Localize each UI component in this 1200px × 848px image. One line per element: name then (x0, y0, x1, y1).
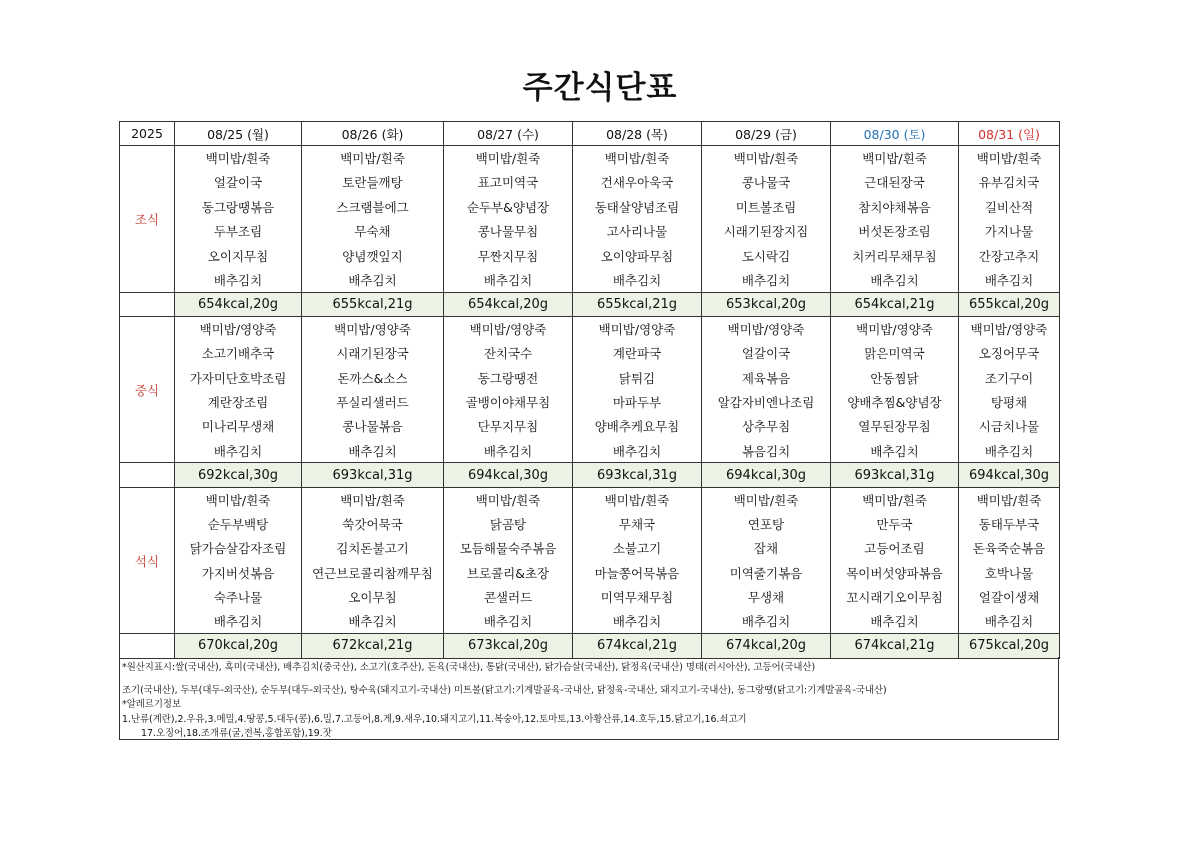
menu-row (120, 219, 1060, 243)
menu-cell: 배추김치 (175, 439, 302, 463)
menu-cell: 백미밥/흰죽 (831, 146, 959, 170)
menu-cell: 안동찜닭 (831, 365, 959, 389)
menu-row (120, 317, 1060, 341)
menu-cell: 모듬해물숙주볶음 (444, 536, 573, 560)
year-cell: 2025 (120, 122, 175, 146)
menu-cell: 숙주나물 (175, 585, 302, 609)
menu-cell: 닭가슴살감자조림 (175, 536, 302, 560)
menu-cell: 닭곰탕 (444, 512, 573, 536)
menu-cell: 연근브로콜리참깨무침 (302, 561, 444, 585)
menu-cell: 백미밥/흰죽 (959, 487, 1060, 511)
menu-cell: 마파두부 (573, 390, 702, 414)
kcal-cell: 655kcal,21g (573, 292, 702, 316)
day-header-mon: 08/25 (월) (175, 122, 302, 146)
menu-cell: 배추김치 (959, 268, 1060, 292)
menu-cell: 콩나물국 (702, 170, 831, 194)
menu-cell: 근대된장국 (831, 170, 959, 194)
header-row (120, 122, 1060, 146)
menu-cell: 제육볶음 (702, 365, 831, 389)
menu-row (120, 268, 1060, 292)
menu-cell: 참치야채볶음 (831, 195, 959, 219)
kcal-row (120, 634, 1060, 658)
menu-cell: 브로콜리&초장 (444, 561, 573, 585)
menu-row (120, 439, 1060, 463)
menu-cell: 무생채 (702, 585, 831, 609)
menu-cell: 표고미역국 (444, 170, 573, 194)
menu-cell: 백미밥/흰죽 (444, 487, 573, 511)
kcal-cell: 694kcal,30g (444, 463, 573, 487)
menu-cell: 길비산적 (959, 195, 1060, 219)
menu-row (120, 243, 1060, 267)
day-header-fri: 08/29 (금) (702, 122, 831, 146)
menu-row (120, 414, 1060, 438)
menu-cell: 동그랑땡볶음 (175, 195, 302, 219)
menu-cell: 배추김치 (444, 609, 573, 633)
origin-note-line1: *원산지표시:쌀(국내산), 흑미(국내산), 배추김치(중국산), 소고기(호주산), 돈육(국내산), 통닭(국내산), 닭가슴살(국내산), 닭정육(국내산) 명태(러시아산), 고등어(국내산) (122, 662, 816, 673)
menu-row (120, 585, 1060, 609)
kcal-cell: 674kcal,21g (831, 634, 959, 658)
page-title: 주간식단표 (522, 70, 678, 106)
day-header-tue: 08/26 (화) (302, 122, 444, 146)
menu-cell: 잔치국수 (444, 341, 573, 365)
menu-cell: 동그랑땡전 (444, 365, 573, 389)
menu-cell: 가자미단호박조림 (175, 365, 302, 389)
menu-cell: 버섯돈장조림 (831, 219, 959, 243)
menu-cell: 유부김치국 (959, 170, 1060, 194)
allergy-line1: 1.난류(계란),2.우유,3.메밀,4.땅콩,5.대두(콩),6.밀,7.고등어,8.게,9.새우,10.돼지고기,11.복숭아,12.토마토,13.아황산류,14.호두,15.닭고기,16.쇠고기 (122, 713, 747, 725)
menu-cell: 오이양파무침 (573, 243, 702, 267)
menu-cell: 콘샐러드 (444, 585, 573, 609)
menu-cell: 배추김치 (302, 609, 444, 633)
menu-cell: 동태두부국 (959, 512, 1060, 536)
menu-cell: 고사리나물 (573, 219, 702, 243)
meal-label: 석식 (120, 487, 175, 633)
menu-cell: 얼갈이국 (175, 170, 302, 194)
menu-cell: 배추김치 (444, 268, 573, 292)
menu-cell: 배추김치 (702, 268, 831, 292)
menu-cell: 상추무침 (702, 414, 831, 438)
day-header-wed: 08/27 (수) (444, 122, 573, 146)
menu-cell: 배추김치 (831, 439, 959, 463)
menu-row (120, 365, 1060, 389)
menu-cell: 시래기된장지짐 (702, 219, 831, 243)
menu-row (120, 146, 1060, 170)
kcal-cell: 693kcal,31g (573, 463, 702, 487)
menu-cell: 배추김치 (959, 609, 1060, 633)
kcal-cell: 673kcal,20g (444, 634, 573, 658)
kcal-cell: 654kcal,20g (175, 292, 302, 316)
menu-cell: 양배추찜&양념장 (831, 390, 959, 414)
menu-cell: 잡채 (702, 536, 831, 560)
menu-cell: 두부조림 (175, 219, 302, 243)
menu-row (120, 487, 1060, 511)
kcal-cell: 654kcal,21g (831, 292, 959, 316)
menu-cell: 미역무채무침 (573, 585, 702, 609)
menu-cell: 백미밥/흰죽 (302, 146, 444, 170)
menu-cell: 단무지무침 (444, 414, 573, 438)
menu-cell: 순두부&양념장 (444, 195, 573, 219)
menu-cell: 계란장조림 (175, 390, 302, 414)
menu-cell: 콩나물무침 (444, 219, 573, 243)
menu-cell: 조기구이 (959, 365, 1060, 389)
menu-cell: 배추김치 (573, 268, 702, 292)
menu-cell: 소고기배추국 (175, 341, 302, 365)
menu-cell: 고등어조림 (831, 536, 959, 560)
menu-cell: 토란들깨탕 (302, 170, 444, 194)
kcal-label-blank (120, 634, 175, 658)
menu-cell: 백미밥/영양죽 (573, 317, 702, 341)
menu-cell: 백미밥/흰죽 (302, 487, 444, 511)
menu-cell: 김치돈불고기 (302, 536, 444, 560)
allergy-line2: 17.오징어,18.조개류(굴,전복,홍합포함),19.잣 (141, 728, 332, 740)
kcal-cell: 655kcal,20g (959, 292, 1060, 316)
menu-cell: 시래기된장국 (302, 341, 444, 365)
menu-cell: 돈까스&소스 (302, 365, 444, 389)
menu-cell: 미나리무생채 (175, 414, 302, 438)
menu-cell: 시금치나물 (959, 414, 1060, 438)
kcal-cell: 693kcal,31g (831, 463, 959, 487)
kcal-cell: 694kcal,30g (959, 463, 1060, 487)
day-header-sun: 08/31 (일) (959, 122, 1060, 146)
menu-cell: 계란파국 (573, 341, 702, 365)
menu-cell: 무숙채 (302, 219, 444, 243)
menu-row (120, 561, 1060, 585)
menu-cell: 미트볼조림 (702, 195, 831, 219)
menu-cell: 맑은미역국 (831, 341, 959, 365)
kcal-cell: 674kcal,20g (702, 634, 831, 658)
menu-cell: 배추김치 (175, 268, 302, 292)
menu-cell: 푸실리샐러드 (302, 390, 444, 414)
menu-cell: 양념깻잎지 (302, 243, 444, 267)
menu-cell: 건새우아욱국 (573, 170, 702, 194)
weekly-menu-table (119, 121, 1060, 659)
menu-cell: 가지버섯볶음 (175, 561, 302, 585)
menu-row (120, 512, 1060, 536)
menu-cell: 백미밥/영양죽 (175, 317, 302, 341)
menu-cell: 백미밥/흰죽 (702, 487, 831, 511)
menu-cell: 배추김치 (302, 439, 444, 463)
kcal-label-blank (120, 463, 175, 487)
day-header-sat: 08/30 (토) (831, 122, 959, 146)
day-header-thu: 08/28 (목) (573, 122, 702, 146)
menu-cell: 얼갈이국 (702, 341, 831, 365)
meal-label: 중식 (120, 317, 175, 463)
menu-cell: 오이무침 (302, 585, 444, 609)
menu-cell: 배추김치 (175, 609, 302, 633)
menu-cell: 도시락김 (702, 243, 831, 267)
menu-cell: 닭튀김 (573, 365, 702, 389)
allergy-title: *알레르기정보 (122, 699, 182, 711)
menu-cell: 호박나물 (959, 561, 1060, 585)
menu-body (120, 146, 1060, 658)
menu-cell: 백미밥/영양죽 (302, 317, 444, 341)
menu-cell: 백미밥/흰죽 (573, 146, 702, 170)
menu-cell: 볶음김치 (702, 439, 831, 463)
menu-cell: 열무된장무침 (831, 414, 959, 438)
kcal-cell: 693kcal,31g (302, 463, 444, 487)
menu-cell: 백미밥/영양죽 (959, 317, 1060, 341)
menu-cell: 배추김치 (702, 609, 831, 633)
menu-cell: 골뱅이야채무침 (444, 390, 573, 414)
menu-cell: 가지나물 (959, 219, 1060, 243)
kcal-cell: 670kcal,20g (175, 634, 302, 658)
kcal-cell: 655kcal,21g (302, 292, 444, 316)
menu-cell: 마늘쫑어묵볶음 (573, 561, 702, 585)
menu-cell: 동태살양념조림 (573, 195, 702, 219)
kcal-cell: 692kcal,30g (175, 463, 302, 487)
notes-section (119, 657, 1059, 740)
menu-cell: 미역줄기볶음 (702, 561, 831, 585)
menu-cell: 무짠지무침 (444, 243, 573, 267)
kcal-row (120, 463, 1060, 487)
kcal-cell: 675kcal,20g (959, 634, 1060, 658)
menu-row (120, 170, 1060, 194)
menu-cell: 배추김치 (831, 609, 959, 633)
menu-cell: 백미밥/흰죽 (175, 146, 302, 170)
menu-cell: 알감자비엔나조림 (702, 390, 831, 414)
menu-row (120, 390, 1060, 414)
menu-cell: 백미밥/흰죽 (959, 146, 1060, 170)
menu-cell: 백미밥/흰죽 (702, 146, 831, 170)
meal-label: 조식 (120, 146, 175, 292)
menu-cell: 백미밥/영양죽 (702, 317, 831, 341)
menu-cell: 무채국 (573, 512, 702, 536)
kcal-cell: 653kcal,20g (702, 292, 831, 316)
menu-cell: 백미밥/흰죽 (831, 487, 959, 511)
menu-cell: 백미밥/흰죽 (573, 487, 702, 511)
menu-cell: 소불고기 (573, 536, 702, 560)
menu-cell: 오징어무국 (959, 341, 1060, 365)
menu-row (120, 195, 1060, 219)
origin-note-line2: 조기(국내산), 두부(대두-외국산), 순두부(대두-외국산), 탕수육(돼지고기-국내산) 미트볼(닭고기:기계발골육-국내산, 닭정육-국내산, 돼지고기-국내산), 동그랑땡(닭고기:기계발골육-국내산) (122, 684, 887, 696)
menu-cell: 얼갈이생채 (959, 585, 1060, 609)
menu-cell: 백미밥/흰죽 (444, 146, 573, 170)
kcal-cell: 674kcal,21g (573, 634, 702, 658)
menu-cell: 양배추케요무침 (573, 414, 702, 438)
menu-cell: 오이지무침 (175, 243, 302, 267)
menu-cell: 치커리무채무침 (831, 243, 959, 267)
menu-cell: 배추김치 (831, 268, 959, 292)
menu-cell: 배추김치 (959, 439, 1060, 463)
kcal-label-blank (120, 292, 175, 316)
kcal-cell: 694kcal,30g (702, 463, 831, 487)
menu-cell: 배추김치 (573, 439, 702, 463)
menu-cell: 목이버섯양파볶음 (831, 561, 959, 585)
menu-cell: 스크램블에그 (302, 195, 444, 219)
menu-cell: 탕평채 (959, 390, 1060, 414)
menu-row (120, 536, 1060, 560)
menu-cell: 백미밥/영양죽 (444, 317, 573, 341)
menu-cell: 연포탕 (702, 512, 831, 536)
kcal-row (120, 292, 1060, 316)
menu-cell: 순두부백탕 (175, 512, 302, 536)
menu-cell: 배추김치 (444, 439, 573, 463)
menu-cell: 만두국 (831, 512, 959, 536)
kcal-cell: 672kcal,21g (302, 634, 444, 658)
menu-row (120, 341, 1060, 365)
menu-cell: 배추김치 (302, 268, 444, 292)
menu-cell: 백미밥/영양죽 (831, 317, 959, 341)
menu-cell: 배추김치 (573, 609, 702, 633)
menu-cell: 돈육죽순볶음 (959, 536, 1060, 560)
menu-cell: 백미밥/흰죽 (175, 487, 302, 511)
kcal-cell: 654kcal,20g (444, 292, 573, 316)
menu-cell: 쑥갓어묵국 (302, 512, 444, 536)
menu-cell: 간장고추지 (959, 243, 1060, 267)
menu-cell: 꼬시래기오이무침 (831, 585, 959, 609)
menu-row (120, 609, 1060, 633)
menu-cell: 콩나물볶음 (302, 414, 444, 438)
